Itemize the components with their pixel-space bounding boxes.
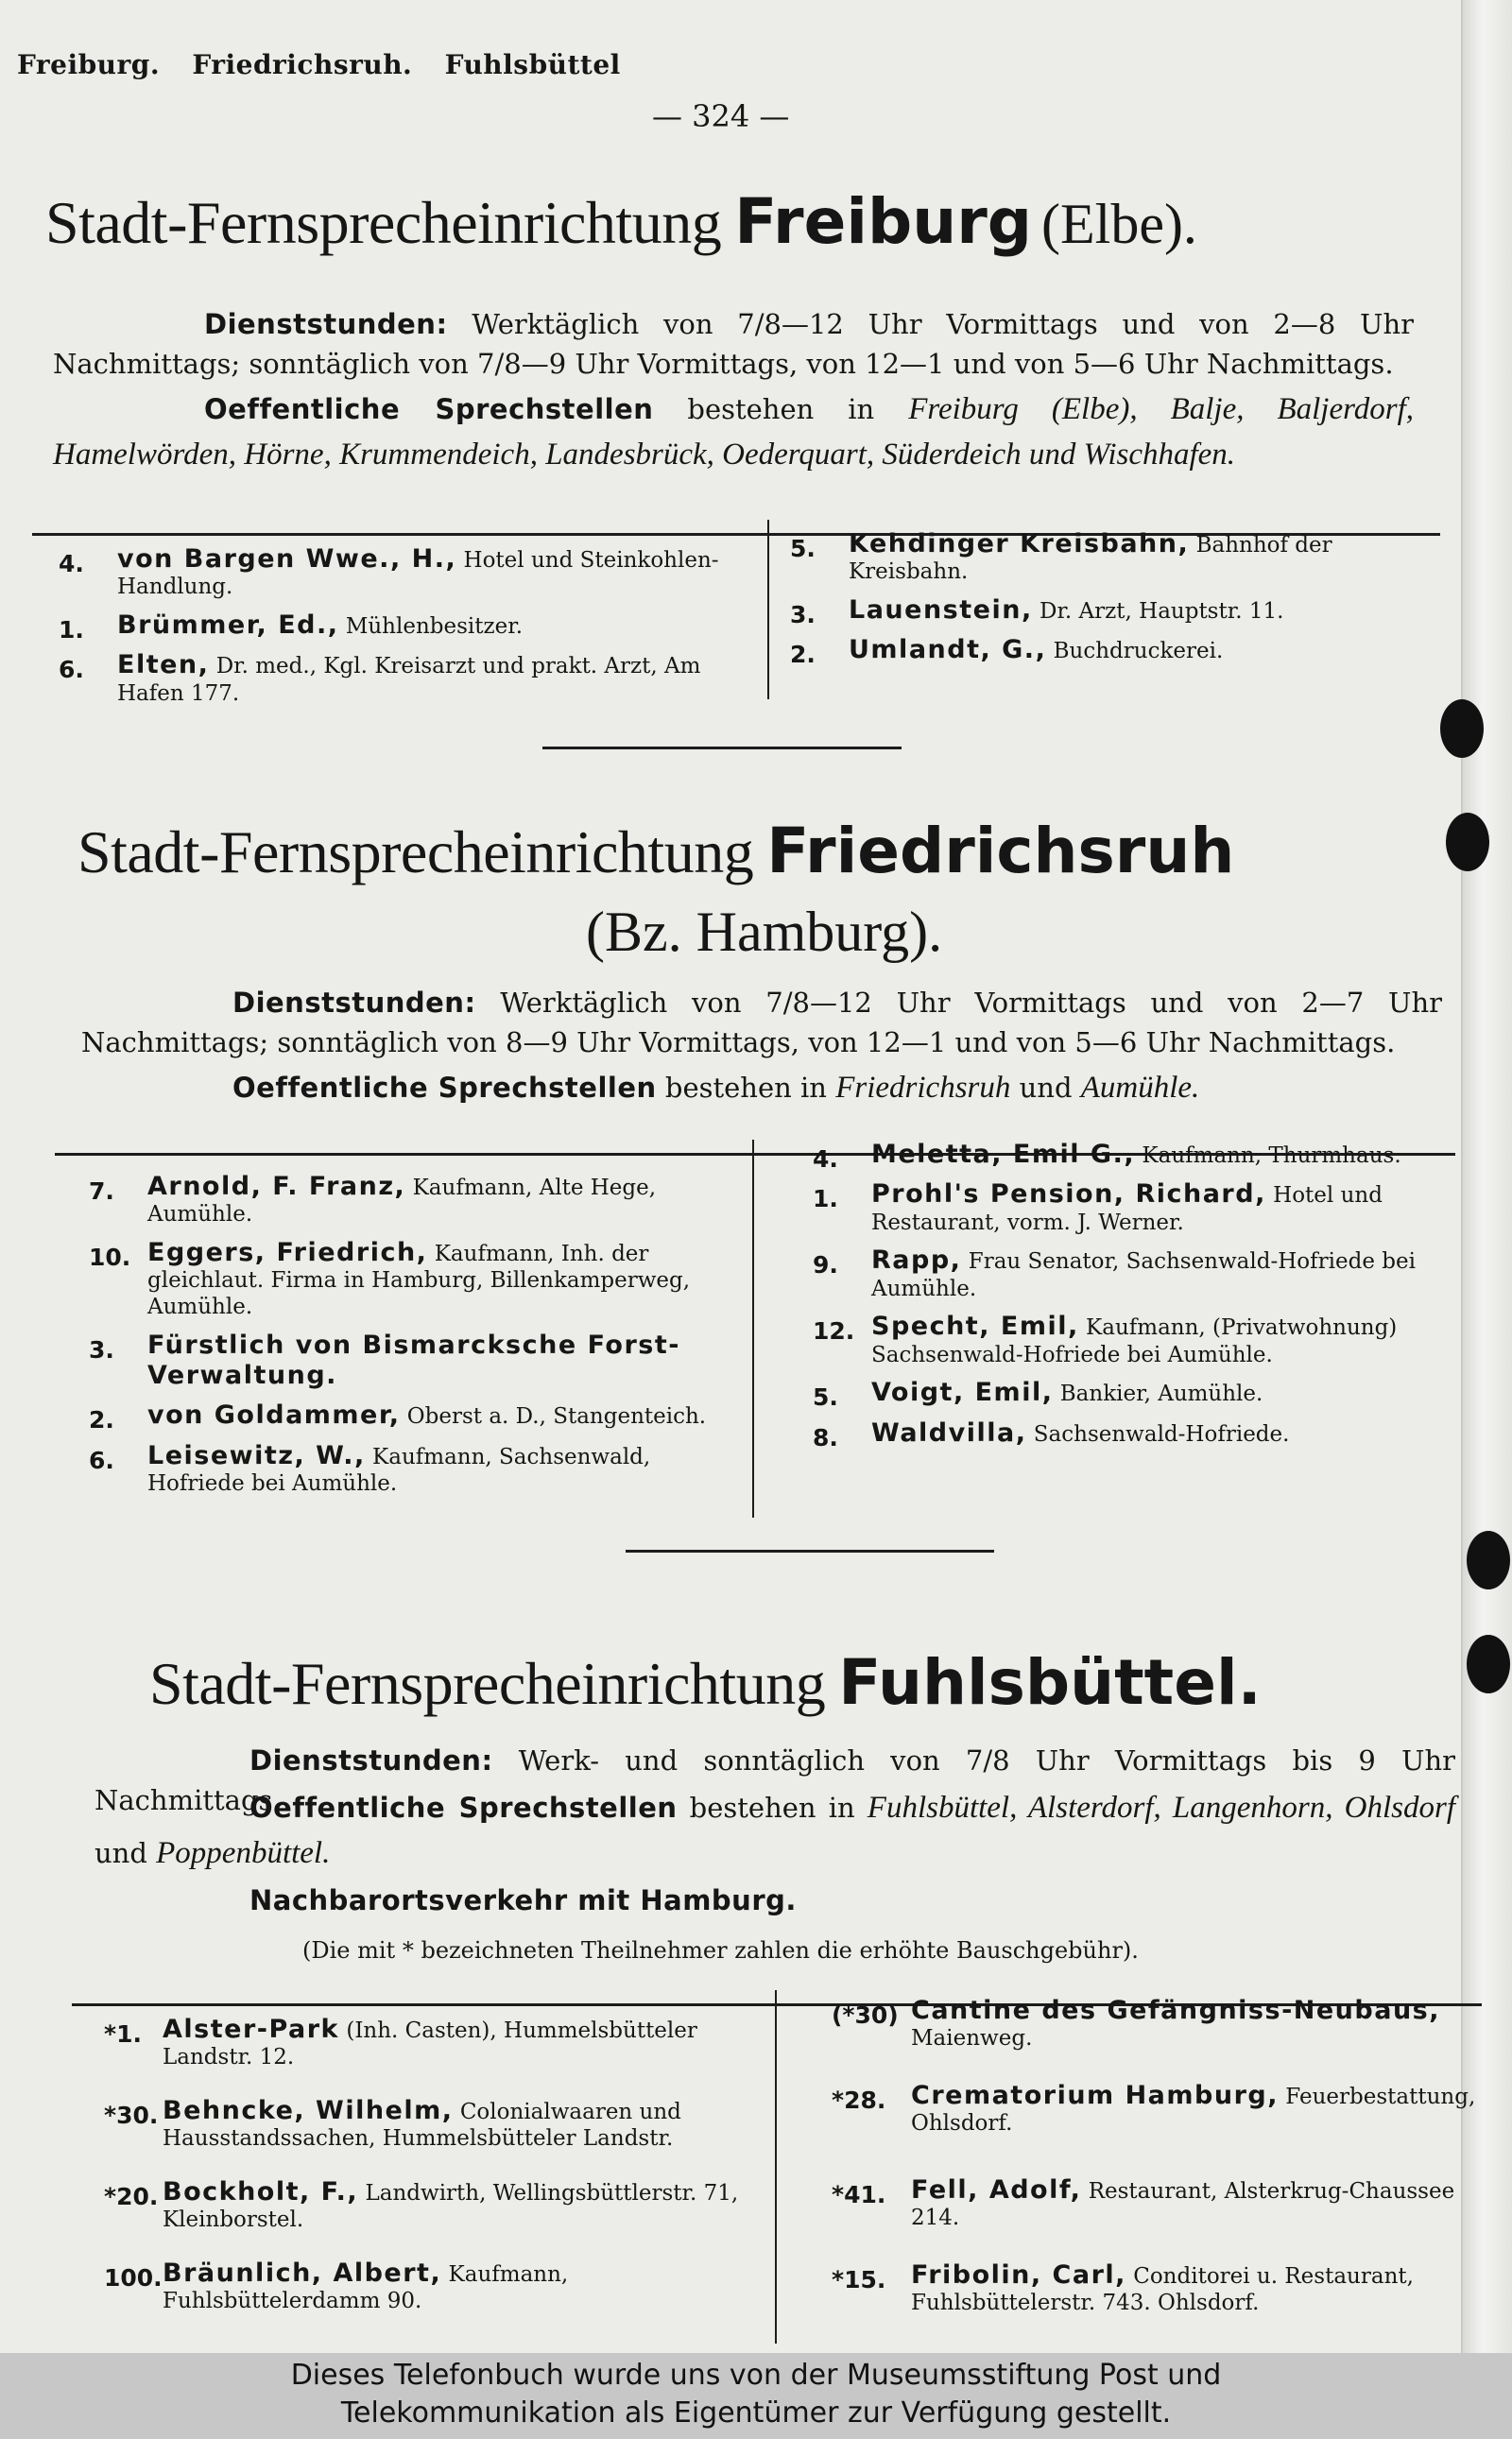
stations-label: Oeffentliche Sprechstellen: [204, 393, 654, 425]
list-item: [104, 2015, 765, 2071]
page-number: — 324 —: [652, 98, 790, 134]
phone-number: 3.: [790, 600, 816, 628]
subscriber-name: Cantine des Gefängniss-Neubaus,: [911, 1996, 1441, 2025]
phone-number: 2.: [790, 641, 816, 669]
subscriber-details: Sachsenwald-Hofriede.: [1033, 1421, 1290, 1447]
title-place: Friedrichsruh: [766, 815, 1235, 887]
phone-number: 6.: [59, 656, 84, 684]
subscriber-name: Arnold, F. Franz,: [147, 1172, 406, 1201]
subscriber-details: Kaufmann, Alte Hege, Aumühle.: [147, 1176, 657, 1228]
list-item: [104, 2096, 765, 2153]
list-item: [104, 2177, 765, 2234]
stations-places: Poppenbüttel.: [156, 1835, 331, 1870]
subscriber-name: Prohl's Pension, Richard,: [871, 1179, 1266, 1210]
title-prefix: Stadt-Fernsprecheinrichtung: [45, 189, 722, 256]
column-divider: [775, 1990, 777, 2344]
subscriber-details: Bahnhof der Kreisbahn.: [849, 533, 1332, 585]
fee-note: (Die mit * bezeichneten Theilnehmer zahlen die erhöhte Bauschgebühr).: [302, 1937, 1139, 1964]
list-item: [89, 1331, 750, 1392]
subscriber-name: Kehdinger Kreisbahn,: [849, 529, 1190, 558]
stations-places: Fuhlsbüttel, Alsterdorf, Langenhorn, Ohlsdorf: [867, 1791, 1455, 1825]
friedrichsruh-stations: [81, 1066, 1442, 1111]
list-item: [813, 1378, 1474, 1412]
subscriber-details: Restaurant, Alsterkrug-Chaussee 214.: [911, 2178, 1455, 2231]
phone-number: 12.: [813, 1317, 855, 1346]
hours-text: Werk- und sonntäglich von 7/8 Uhr Vormittags bis 9 Uhr Nachmittags.: [94, 1744, 1455, 1817]
phone-number: 1.: [59, 615, 84, 644]
section-separator: [542, 747, 902, 749]
subscriber-name: Leisewitz, W.,: [147, 1440, 366, 1470]
conjunction: und: [94, 1836, 147, 1869]
phone-number: 3.: [89, 1335, 114, 1364]
list-item: [813, 1140, 1474, 1173]
subscriber-name: Bräunlich, Albert,: [163, 2258, 442, 2288]
header-place: Friedrichsruh.: [192, 49, 413, 80]
freiburg-stations: [53, 387, 1414, 478]
list-item: [832, 1996, 1484, 2053]
phone-number: 100.: [104, 2263, 163, 2292]
binding-hole: [1446, 813, 1489, 871]
phone-number: 4.: [59, 550, 84, 577]
subscriber-name: von Bargen Wwe., H.,: [117, 544, 457, 574]
footer-line: Dieses Telefonbuch wurde uns von der Museumsstiftung Post und: [290, 2359, 1222, 2392]
provenance-footer: [0, 2353, 1512, 2439]
friedrichsruh-subtitle: [576, 900, 942, 965]
subscriber-name: Waldvilla,: [871, 1417, 1027, 1448]
running-header: [17, 49, 644, 80]
subscriber-name: Crematorium Hamburg,: [911, 2080, 1279, 2110]
list-item: [832, 2260, 1484, 2317]
subscriber-name: Brümmer, Ed.,: [117, 610, 339, 640]
subscriber-details: Hotel und Restaurant, vorm. J. Werner.: [871, 1183, 1383, 1235]
nachbarort-line: Nachbarortsverkehr mit Hamburg.: [249, 1884, 797, 1916]
phone-number: 8.: [813, 1423, 838, 1451]
binding-hole: [1467, 1531, 1510, 1589]
stations-place: Friedrichsruh: [835, 1071, 1011, 1105]
binding-hole: [1440, 699, 1484, 758]
subscriber-name: Umlandt, G.,: [849, 635, 1047, 665]
subscriber-details: Oberst a. D., Stangenteich.: [406, 1404, 707, 1430]
freiburg-left-column: [59, 544, 739, 716]
phone-number: *41.: [832, 2180, 886, 2208]
binding-hole: [1467, 1635, 1510, 1693]
freiburg-title: [45, 185, 1197, 258]
phone-number: 5.: [790, 535, 816, 562]
subscriber-details: Kaufmann, Thurmhaus.: [1142, 1143, 1401, 1168]
subscriber-name: von Goldammer,: [147, 1400, 401, 1431]
freiburg-right-column: [790, 529, 1452, 676]
list-item: [59, 610, 739, 644]
stations-place: Aumühle.: [1080, 1071, 1200, 1105]
title-place: Fuhlsbüttel.: [838, 1646, 1262, 1719]
phone-number: 1.: [813, 1185, 838, 1213]
subscriber-details: Landwirth, Wellingsbüttlerstr. 71, Kleinborstel.: [163, 2180, 739, 2233]
subscriber-details: Conditorei u. Restaurant, Fuhlsbüttelerstr. 743. Ohlsdorf.: [911, 2263, 1414, 2316]
title-suffix: (Bz. Hamburg).: [586, 901, 943, 963]
subscriber-details: Bankier, Aumühle.: [1059, 1382, 1263, 1407]
phone-number: 9.: [813, 1251, 838, 1280]
list-item: [89, 1441, 750, 1498]
stations-label: Oeffentliche Sprechstellen: [249, 1792, 678, 1824]
phone-number: *1.: [104, 2020, 142, 2048]
phone-number: 6.: [89, 1446, 114, 1474]
subscriber-name: Lauenstein,: [849, 594, 1033, 625]
subscriber-details: Buchdruckerei.: [1053, 639, 1224, 664]
fuhlsbuettel-left-column: [104, 2015, 765, 2325]
stations-text: bestehen in: [687, 393, 875, 425]
friedrichsruh-right-column: [813, 1140, 1474, 1458]
friedrichsruh-left-column: [89, 1172, 750, 1507]
subscriber-name: Alster-Park: [163, 2015, 340, 2044]
subscriber-details: Kaufmann, Fuhlsbüttelerdamm 90.: [163, 2261, 569, 2314]
list-item: [813, 1179, 1474, 1236]
subscriber-name: Behncke, Wilhelm,: [163, 2095, 454, 2125]
column-divider: [767, 520, 769, 699]
subscriber-name: Fell, Adolf,: [911, 2174, 1082, 2205]
fuhlsbuettel-title: [149, 1646, 1262, 1719]
friedrichsruh-title: [77, 815, 1234, 887]
list-item: [89, 1400, 750, 1434]
stations-places: Freiburg (Elbe), Balje, Baljerdorf, Hamelwörden, Hörne, Krummendeich, Landesbrück, Oederquart, Süderdeich und Wischhafen.: [53, 392, 1415, 472]
list-item: [59, 544, 739, 601]
subscriber-name: Voigt, Emil,: [871, 1378, 1054, 1408]
subscriber-name: Meletta, Emil G.,: [871, 1140, 1136, 1169]
hours-label: Dienststunden:: [249, 1744, 493, 1777]
title-suffix: (Elbe).: [1041, 193, 1197, 255]
phone-number: 5.: [813, 1383, 838, 1412]
list-item: [89, 1238, 750, 1321]
subscriber-name: Fürstlich von Bismarcksche Forst-Verwaltung.: [147, 1330, 680, 1390]
subscriber-name: Bockholt, F.,: [163, 2176, 359, 2207]
subscriber-details: Maienweg.: [911, 2026, 1033, 2052]
freiburg-hours: [53, 304, 1414, 384]
subscriber-name: Fribolin, Carl,: [911, 2259, 1126, 2290]
list-item: [790, 595, 1452, 626]
subscriber-details: Kaufmann, Sachsenwald, Hofriede bei Aumühle.: [147, 1444, 651, 1497]
subscriber-details: Kaufmann, (Privatwohnung) Sachsenwald-Hofriede bei Aumühle.: [871, 1315, 1398, 1367]
list-item: [813, 1245, 1474, 1302]
list-item: [832, 2081, 1484, 2138]
stations-text: bestehen in: [689, 1792, 855, 1824]
list-item: [813, 1418, 1474, 1449]
subscriber-name: Elten,: [117, 650, 210, 680]
footer-line: Telekommunikation als Eigentümer zur Verfügung gestellt.: [340, 2396, 1172, 2430]
subscriber-details: Kaufmann, Inh. der gleichlaut. Firma in Hamburg, Billenkamperweg, Aumühle.: [147, 1241, 691, 1319]
subscriber-details: (Inh. Casten), Hummelsbütteler Landstr. 12.: [163, 2018, 697, 2070]
subscriber-name: Specht, Emil,: [871, 1312, 1079, 1342]
hours-text: Werktäglich von 7/8—12 Uhr Vormittags und von 2—7 Uhr Nachmittags; sonntäglich von 8—9 Uhr Vormittags, von 12—1 und von 5—6 Uhr Nachmittags.: [81, 987, 1443, 1059]
phone-number: *28.: [832, 2086, 886, 2114]
phone-number: 2.: [89, 1406, 114, 1434]
subscriber-details: Hotel und Steinkohlen-Handlung.: [117, 548, 719, 600]
header-place: Freiburg.: [17, 49, 161, 80]
title-prefix: Stadt-Fernsprecheinrichtung: [77, 818, 754, 885]
phone-number: *20.: [104, 2182, 159, 2210]
list-item: [790, 529, 1452, 586]
list-item: [104, 2259, 765, 2315]
phone-number: 4.: [813, 1145, 838, 1173]
subscriber-details: Dr. med., Kgl. Kreisarzt und prakt. Arzt, Am Hafen 177.: [117, 654, 701, 706]
phone-number: *15.: [832, 2265, 886, 2293]
conjunction: und: [1019, 1072, 1073, 1104]
subscriber-details: Dr. Arzt, Hauptstr. 11.: [1040, 598, 1284, 624]
subscriber-name: Eggers, Friedrich,: [147, 1237, 428, 1267]
subscriber-details: Colonialwaaren und Hausstandssachen, Hummelsbütteler Landstr.: [163, 2099, 681, 2152]
stations-text: bestehen in: [664, 1072, 827, 1104]
phone-number: *30.: [104, 2101, 159, 2129]
title-prefix: Stadt-Fernsprecheinrichtung: [149, 1650, 826, 1717]
list-item: [790, 635, 1452, 669]
column-divider: [752, 1140, 754, 1518]
phone-number: 7.: [89, 1177, 114, 1205]
list-item: [89, 1172, 750, 1228]
subscriber-name: Rapp,: [871, 1245, 962, 1276]
phone-number: 10.: [89, 1243, 131, 1271]
fuhlsbuettel-right-column: [832, 1996, 1484, 2327]
hours-label: Dienststunden:: [204, 308, 448, 340]
subscriber-details: Mühlenbesitzer.: [345, 613, 524, 639]
title-place: Freiburg: [734, 185, 1033, 258]
section-separator: [626, 1550, 994, 1553]
subscriber-details: Feuerbestattung, Ohlsdorf.: [911, 2084, 1476, 2137]
list-item: [832, 2175, 1484, 2232]
list-item: [813, 1312, 1474, 1368]
fuhlsbuettel-stations: [94, 1786, 1455, 1877]
list-item: [59, 650, 739, 707]
friedrichsruh-hours: [81, 983, 1442, 1062]
hours-label: Dienststunden:: [232, 987, 476, 1019]
header-place: Fuhlsbüttel: [444, 49, 621, 80]
phone-number: (*30): [832, 2001, 899, 2029]
stations-label: Oeffentliche Sprechstellen: [232, 1072, 657, 1104]
subscriber-details: Frau Senator, Sachsenwald-Hofriede bei Aumühle.: [871, 1249, 1416, 1301]
hours-text: Werktäglich von 7/8—12 Uhr Vormittags und von 2—8 Uhr Nachmittags; sonntäglich von 7/8—9 Uhr Vormittags, von 12—1 und von 5—6 Uhr Nachmittags.: [53, 308, 1415, 381]
